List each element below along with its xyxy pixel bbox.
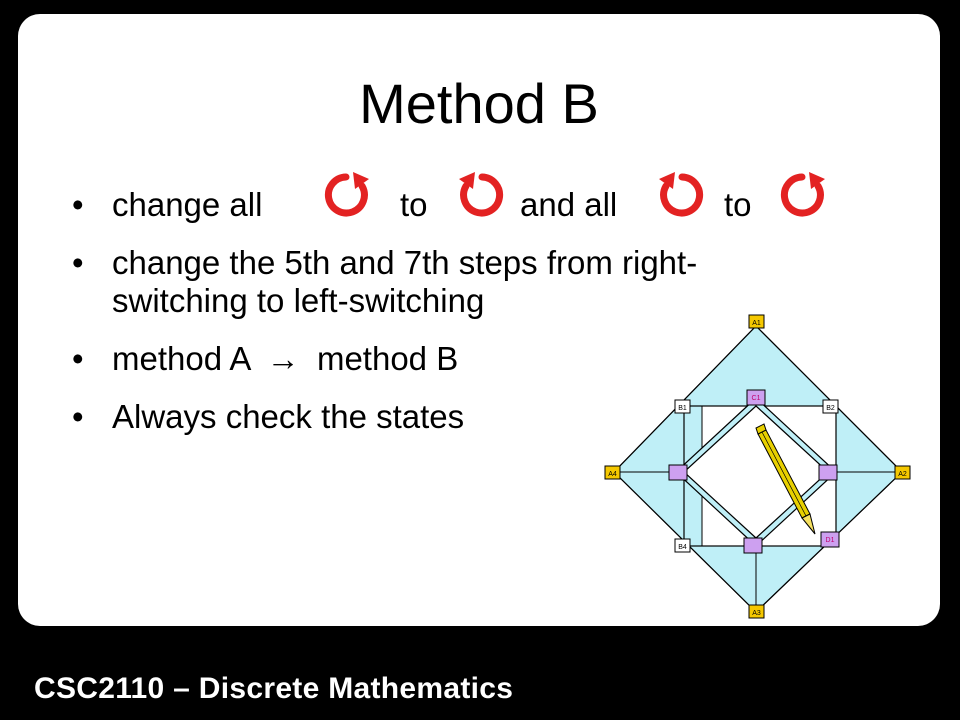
svg-text:B2: B2: [826, 405, 835, 412]
svg-text:D1: D1: [825, 537, 835, 544]
slide: [18, 14, 940, 626]
right-arrow-icon: →: [266, 340, 300, 377]
svg-text:A1: A1: [752, 320, 761, 327]
svg-text:A3: A3: [752, 610, 761, 617]
node-a2: [895, 466, 910, 479]
footer-course-title: CSC2110 – Discrete Mathematics: [34, 672, 514, 705]
bullet-item: [58, 244, 898, 320]
node-purple-bottom: [744, 538, 762, 553]
node-d1: [821, 532, 839, 547]
node-purple-right: [819, 465, 837, 480]
counterclockwise-cycle-icon: [780, 168, 830, 218]
bullet-text: to: [400, 186, 428, 223]
bullet-text: switching to left-switching: [112, 282, 485, 319]
counterclockwise-cycle-icon: [324, 168, 374, 218]
bullet-text: method A: [112, 340, 259, 377]
bullet-dot: •: [72, 244, 84, 281]
svg-text:A2: A2: [898, 471, 907, 478]
node-purple-left: [669, 465, 687, 480]
svg-text:A4: A4: [608, 471, 617, 478]
clockwise-cycle-icon: [454, 168, 504, 218]
bullet-text: change all: [112, 186, 263, 223]
bullet-text: change the 5th and 7th steps from right-: [112, 244, 698, 281]
bullet-text: method B: [307, 340, 459, 377]
state-diagram: [600, 312, 920, 626]
svg-text:B4: B4: [678, 544, 687, 551]
bullet-text: Always check the states: [112, 398, 465, 435]
node-a3: [749, 605, 764, 618]
svg-text:C1: C1: [751, 395, 761, 402]
bullet-text: to: [724, 186, 752, 223]
slide-title: Method B: [359, 72, 599, 135]
bullet-dot: •: [72, 186, 84, 223]
svg-text:B1: B1: [678, 405, 687, 412]
clockwise-cycle-icon: [654, 168, 704, 218]
bullet-dot: •: [72, 340, 84, 377]
node-c1: [747, 390, 765, 405]
node-b1: [675, 400, 690, 413]
bullet-item: [58, 186, 898, 224]
node-a1: [749, 315, 764, 328]
bullet-dot: •: [72, 398, 84, 435]
node-a4: [605, 466, 620, 479]
bullet-text: and all: [520, 186, 618, 223]
node-b4: [675, 539, 690, 552]
node-b2: [823, 400, 838, 413]
